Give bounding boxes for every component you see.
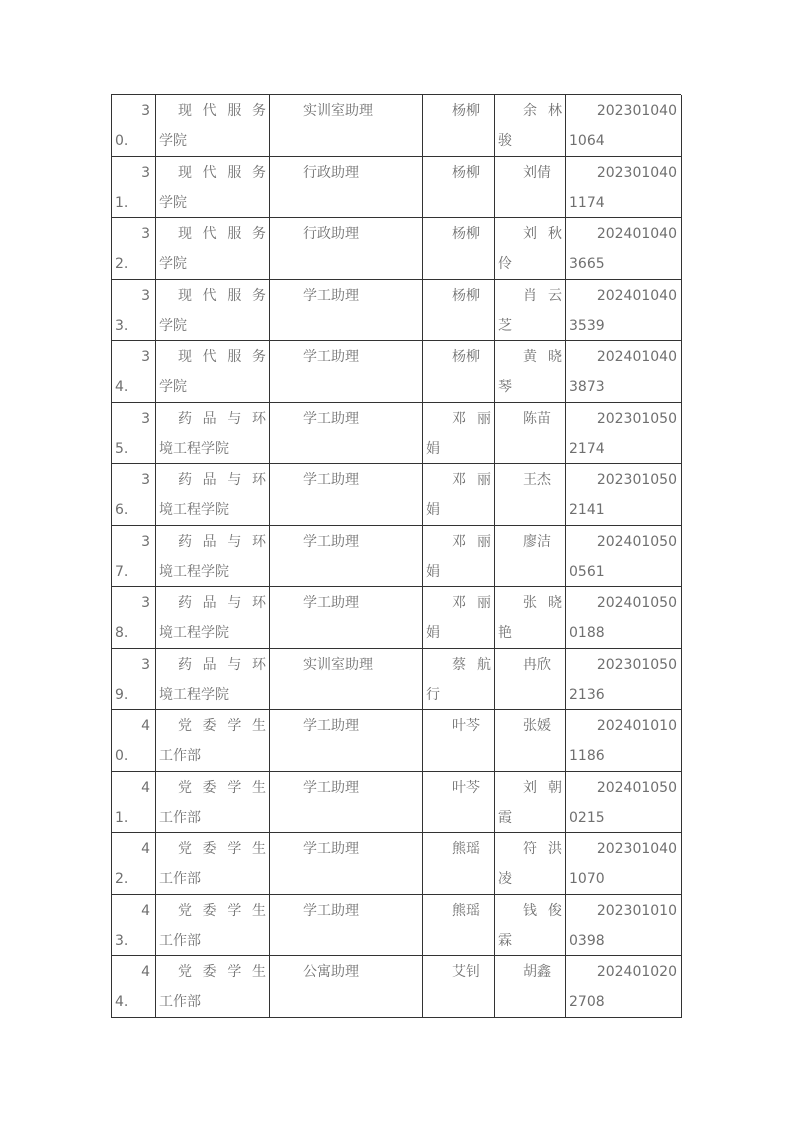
- position-line2: [273, 495, 419, 525]
- student-id-line2: 3539: [569, 317, 605, 334]
- college-line2: 境工程学院: [159, 440, 229, 457]
- cell-student: [495, 526, 566, 588]
- cell-position: [270, 772, 423, 834]
- position-line2: [273, 188, 419, 218]
- position-line2: [273, 741, 419, 771]
- cell-position: [270, 157, 423, 219]
- row-number-line2: 4.: [115, 379, 129, 396]
- cell-teacher: [423, 95, 495, 157]
- teacher-line1: 叶芩: [452, 718, 480, 735]
- college-line2: 境工程学院: [159, 625, 229, 642]
- position-line2: [273, 311, 419, 341]
- student-line1: 王杰: [523, 472, 551, 489]
- college-line1: 药品与环: [178, 533, 266, 550]
- cell-student: [495, 772, 566, 834]
- college-line1: 党委学生: [178, 964, 266, 981]
- cell-college: [156, 464, 270, 526]
- cell-student-id: [566, 95, 682, 157]
- teacher-line2: [426, 372, 491, 402]
- table-row: [112, 280, 681, 342]
- college-line2: 学院: [159, 256, 187, 273]
- cell-teacher: [423, 710, 495, 772]
- table-row: [112, 218, 681, 280]
- cell-position: [270, 464, 423, 526]
- teacher-line1: 杨柳: [452, 164, 480, 181]
- student-line1: 钱俊: [523, 902, 562, 919]
- cell-student: [495, 95, 566, 157]
- student-id-line1: 202401040: [596, 349, 677, 366]
- position-line1: 学工助理: [303, 841, 359, 858]
- student-id-line1: 202401040: [596, 287, 677, 304]
- cell-teacher: [423, 956, 495, 1018]
- cell-student-id: [566, 464, 682, 526]
- row-number-line1: 3: [141, 533, 150, 550]
- cell-student: [495, 587, 566, 649]
- teacher-line2: [426, 126, 491, 156]
- position-line1: 学工助理: [303, 349, 359, 366]
- college-line2: 境工程学院: [159, 502, 229, 519]
- teacher-line1: 杨柳: [452, 287, 480, 304]
- cell-row-number: [112, 833, 156, 895]
- student-line1: 陈苗: [523, 410, 551, 427]
- row-number-line1: 4: [141, 718, 150, 735]
- cell-college: [156, 280, 270, 342]
- row-number-line2: 1.: [115, 194, 129, 211]
- position-line2: [273, 434, 419, 464]
- row-number-line1: 3: [141, 656, 150, 673]
- cell-student-id: [566, 895, 682, 957]
- position-line1: 公寓助理: [303, 964, 359, 981]
- table-row: [112, 526, 681, 588]
- table-row: [112, 403, 681, 465]
- position-line2: [273, 557, 419, 587]
- cell-row-number: [112, 526, 156, 588]
- cell-row-number: [112, 464, 156, 526]
- row-number-line1: 4: [141, 841, 150, 858]
- cell-teacher: [423, 526, 495, 588]
- cell-teacher: [423, 280, 495, 342]
- cell-position: [270, 218, 423, 280]
- cell-teacher: [423, 218, 495, 280]
- cell-position: [270, 95, 423, 157]
- cell-position: [270, 587, 423, 649]
- cell-college: [156, 526, 270, 588]
- position-line2: [273, 864, 419, 894]
- student-id-line1: 202301040: [596, 103, 677, 119]
- cell-position: [270, 649, 423, 711]
- cell-row-number: [112, 341, 156, 403]
- row-number-line2: 3.: [115, 932, 129, 949]
- teacher-line2: 娟: [426, 625, 440, 642]
- position-line1: 学工助理: [303, 595, 359, 612]
- row-number-line2: 6.: [115, 502, 129, 519]
- position-line1: 学工助理: [303, 779, 359, 796]
- cell-student-id: [566, 157, 682, 219]
- row-number-line2: 0.: [115, 748, 129, 765]
- cell-student: [495, 403, 566, 465]
- student-line2: [498, 741, 562, 771]
- teacher-line2: 行: [426, 686, 440, 703]
- student-line1: 黄晓: [523, 349, 562, 366]
- row-number-line2: 9.: [115, 686, 129, 703]
- teacher-line1: 艾钊: [452, 964, 480, 981]
- college-line1: 现代服务: [178, 287, 266, 304]
- teacher-line1: 杨柳: [452, 349, 480, 366]
- table-row: [112, 895, 681, 957]
- cell-position: [270, 526, 423, 588]
- cell-student: [495, 956, 566, 1018]
- position-line2: [273, 987, 419, 1017]
- teacher-line1: 邓丽: [452, 472, 491, 489]
- cell-student: [495, 464, 566, 526]
- cell-college: [156, 649, 270, 711]
- cell-teacher: [423, 833, 495, 895]
- college-line1: 现代服务: [178, 103, 266, 119]
- cell-row-number: [112, 895, 156, 957]
- college-line1: 药品与环: [178, 472, 266, 489]
- student-id-line2: 1064: [569, 133, 605, 149]
- college-line2: 工作部: [159, 994, 201, 1011]
- cell-student-id: [566, 772, 682, 834]
- student-id-line2: 0561: [569, 563, 605, 580]
- student-id-line2: 2708: [569, 994, 605, 1011]
- cell-position: [270, 280, 423, 342]
- teacher-line2: [426, 926, 491, 956]
- cell-row-number: [112, 587, 156, 649]
- student-id-line2: 3873: [569, 379, 605, 396]
- teacher-line2: [426, 803, 491, 833]
- teacher-line1: 杨柳: [452, 226, 480, 243]
- teacher-line1: 熊瑶: [452, 841, 480, 858]
- college-line1: 党委学生: [178, 841, 266, 858]
- row-number-line2: 1.: [115, 809, 129, 826]
- position-line1: 学工助理: [303, 533, 359, 550]
- row-number-line1: 4: [141, 964, 150, 981]
- cell-college: [156, 157, 270, 219]
- row-number-line1: 3: [141, 287, 150, 304]
- teacher-line2: [426, 741, 491, 771]
- student-line2: 霖: [498, 932, 512, 949]
- cell-row-number: [112, 772, 156, 834]
- college-line2: 学院: [159, 379, 187, 396]
- cell-student: [495, 833, 566, 895]
- teacher-line2: [426, 311, 491, 341]
- teacher-line2: [426, 249, 491, 279]
- student-line1: 张媛: [523, 718, 551, 735]
- row-number-line2: 0.: [115, 133, 129, 149]
- college-line1: 药品与环: [178, 410, 266, 427]
- cell-student: [495, 895, 566, 957]
- table-row: [112, 341, 681, 403]
- student-id-line2: 2141: [569, 502, 605, 519]
- student-line2: [498, 434, 562, 464]
- cell-student: [495, 280, 566, 342]
- cell-row-number: [112, 157, 156, 219]
- position-line2: [273, 926, 419, 956]
- position-line1: 行政助理: [303, 164, 359, 181]
- cell-student-id: [566, 833, 682, 895]
- college-line2: 工作部: [159, 932, 201, 949]
- cell-student: [495, 218, 566, 280]
- cell-student-id: [566, 403, 682, 465]
- row-number-line1: 3: [141, 226, 150, 243]
- college-line1: 党委学生: [178, 902, 266, 919]
- student-line1: 刘秋: [523, 226, 562, 243]
- cell-row-number: [112, 218, 156, 280]
- cell-row-number: [112, 956, 156, 1018]
- cell-student-id: [566, 649, 682, 711]
- row-number-line2: 3.: [115, 317, 129, 334]
- position-line1: 学工助理: [303, 410, 359, 427]
- student-id-line1: 202401050: [596, 779, 677, 796]
- position-line1: 行政助理: [303, 226, 359, 243]
- student-id-line1: 202401050: [596, 595, 677, 612]
- student-line1: 肖云: [523, 287, 562, 304]
- student-line1: 胡鑫: [523, 964, 551, 981]
- college-line1: 党委学生: [178, 779, 266, 796]
- college-line2: 工作部: [159, 748, 201, 765]
- student-line2: [498, 987, 562, 1017]
- student-line1: 刘朝: [523, 779, 562, 796]
- student-id-line1: 202301010: [596, 902, 677, 919]
- cell-teacher: [423, 157, 495, 219]
- cell-teacher: [423, 464, 495, 526]
- cell-row-number: [112, 649, 156, 711]
- student-id-line1: 202401040: [596, 226, 677, 243]
- student-id-line2: 1186: [569, 748, 605, 765]
- cell-student: [495, 649, 566, 711]
- position-line2: [273, 803, 419, 833]
- student-line2: [498, 680, 562, 710]
- row-number-line2: 7.: [115, 563, 129, 580]
- student-id-line1: 202401010: [596, 718, 677, 735]
- cell-position: [270, 956, 423, 1018]
- row-number-line2: 2.: [115, 871, 129, 888]
- row-number-line1: 3: [141, 410, 150, 427]
- student-line1: 冉欣: [523, 656, 551, 673]
- table-row: [112, 157, 681, 219]
- cell-student: [495, 710, 566, 772]
- row-number-line1: 3: [141, 164, 150, 181]
- cell-college: [156, 341, 270, 403]
- college-line1: 药品与环: [178, 595, 266, 612]
- cell-teacher: [423, 649, 495, 711]
- student-line2: 艳: [498, 625, 512, 642]
- teacher-line1: 蔡航: [452, 656, 491, 673]
- cell-college: [156, 218, 270, 280]
- table-row: [112, 956, 681, 1018]
- cell-student-id: [566, 710, 682, 772]
- position-line1: 实训室助理: [303, 103, 373, 119]
- position-line2: [273, 126, 419, 156]
- college-line2: 工作部: [159, 871, 201, 888]
- student-id-line1: 202301040: [596, 164, 677, 181]
- position-line1: 学工助理: [303, 287, 359, 304]
- table-row: [112, 710, 681, 772]
- row-number-line1: 4: [141, 902, 150, 919]
- student-id-line2: 3665: [569, 256, 605, 273]
- college-line1: 现代服务: [178, 226, 266, 243]
- teacher-line2: [426, 864, 491, 894]
- row-number-line2: 2.: [115, 256, 129, 273]
- student-line2: 芝: [498, 317, 512, 334]
- cell-row-number: [112, 710, 156, 772]
- student-line1: 张晓: [523, 595, 562, 612]
- position-line1: 学工助理: [303, 902, 359, 919]
- student-line2: 琴: [498, 379, 512, 396]
- student-line2: [498, 557, 562, 587]
- row-number-line2: 5.: [115, 440, 129, 457]
- cell-teacher: [423, 587, 495, 649]
- table-row: [112, 95, 681, 157]
- student-line1: 余林: [523, 103, 562, 119]
- cell-student: [495, 157, 566, 219]
- college-line1: 现代服务: [178, 164, 266, 181]
- row-number-line1: 3: [141, 472, 150, 489]
- teacher-line1: 邓丽: [452, 410, 491, 427]
- cell-college: [156, 956, 270, 1018]
- college-line1: 党委学生: [178, 718, 266, 735]
- cell-college: [156, 95, 270, 157]
- position-line2: [273, 372, 419, 402]
- college-line2: 工作部: [159, 809, 201, 826]
- row-number-line2: 4.: [115, 994, 129, 1011]
- cell-teacher: [423, 895, 495, 957]
- college-line1: 现代服务: [178, 349, 266, 366]
- student-id-line1: 202401020: [596, 964, 677, 981]
- college-line2: 学院: [159, 194, 187, 211]
- cell-college: [156, 772, 270, 834]
- college-line1: 药品与环: [178, 656, 266, 673]
- position-line2: [273, 618, 419, 648]
- student-id-line1: 202401050: [596, 533, 677, 550]
- table-row: [112, 587, 681, 649]
- student-line1: 刘倩: [523, 164, 551, 181]
- row-number-line1: 3: [141, 595, 150, 612]
- student-id-line2: 0215: [569, 809, 605, 826]
- cell-student-id: [566, 526, 682, 588]
- student-line2: 凌: [498, 871, 512, 888]
- cell-position: [270, 895, 423, 957]
- assistant-table: [111, 94, 681, 1018]
- row-number-line1: 4: [141, 779, 150, 796]
- position-line1: 实训室助理: [303, 656, 373, 673]
- student-id-line1: 202301050: [596, 410, 677, 427]
- student-id-line2: 0398: [569, 932, 605, 949]
- cell-student-id: [566, 341, 682, 403]
- student-line1: 符洪: [523, 841, 562, 858]
- position-line1: 学工助理: [303, 718, 359, 735]
- college-line2: 学院: [159, 317, 187, 334]
- student-line1: 廖洁: [523, 533, 551, 550]
- position-line2: [273, 680, 419, 710]
- teacher-line2: 娟: [426, 440, 440, 457]
- student-line2: 霞: [498, 809, 512, 826]
- cell-position: [270, 403, 423, 465]
- teacher-line1: 邓丽: [452, 595, 491, 612]
- teacher-line1: 邓丽: [452, 533, 491, 550]
- cell-student: [495, 341, 566, 403]
- cell-college: [156, 587, 270, 649]
- cell-student-id: [566, 218, 682, 280]
- student-id-line2: 0188: [569, 625, 605, 642]
- row-number-line1: 3: [141, 103, 150, 119]
- cell-college: [156, 833, 270, 895]
- student-id-line2: 1174: [569, 194, 605, 211]
- college-line2: 学院: [159, 133, 187, 149]
- table-row: [112, 772, 681, 834]
- student-id-line1: 202301040: [596, 841, 677, 858]
- row-number-line2: 8.: [115, 625, 129, 642]
- cell-position: [270, 710, 423, 772]
- student-id-line1: 202301050: [596, 472, 677, 489]
- student-line2: [498, 495, 562, 525]
- student-id-line1: 202301050: [596, 656, 677, 673]
- college-line2: 境工程学院: [159, 686, 229, 703]
- cell-college: [156, 403, 270, 465]
- student-id-line2: 1070: [569, 871, 605, 888]
- table-row: [112, 649, 681, 711]
- cell-teacher: [423, 341, 495, 403]
- table-row: [112, 464, 681, 526]
- cell-student-id: [566, 956, 682, 1018]
- student-line2: 伶: [498, 256, 512, 273]
- cell-student-id: [566, 587, 682, 649]
- teacher-line1: 熊瑶: [452, 902, 480, 919]
- teacher-line2: 娟: [426, 563, 440, 580]
- teacher-line1: 叶芩: [452, 779, 480, 796]
- teacher-line2: [426, 188, 491, 218]
- cell-row-number: [112, 403, 156, 465]
- teacher-line2: 娟: [426, 502, 440, 519]
- teacher-line1: 杨柳: [452, 103, 480, 119]
- cell-row-number: [112, 95, 156, 157]
- row-number-line1: 3: [141, 349, 150, 366]
- table-row: [112, 833, 681, 895]
- student-id-line2: 2136: [569, 686, 605, 703]
- college-line2: 境工程学院: [159, 563, 229, 580]
- cell-college: [156, 710, 270, 772]
- cell-teacher: [423, 772, 495, 834]
- cell-college: [156, 895, 270, 957]
- student-line2: [498, 188, 562, 218]
- teacher-line2: [426, 987, 491, 1017]
- position-line2: [273, 249, 419, 279]
- student-id-line2: 2174: [569, 440, 605, 457]
- cell-position: [270, 833, 423, 895]
- cell-position: [270, 341, 423, 403]
- cell-student-id: [566, 280, 682, 342]
- position-line1: 学工助理: [303, 472, 359, 489]
- student-line2: 骏: [498, 133, 512, 149]
- cell-row-number: [112, 280, 156, 342]
- cell-teacher: [423, 403, 495, 465]
